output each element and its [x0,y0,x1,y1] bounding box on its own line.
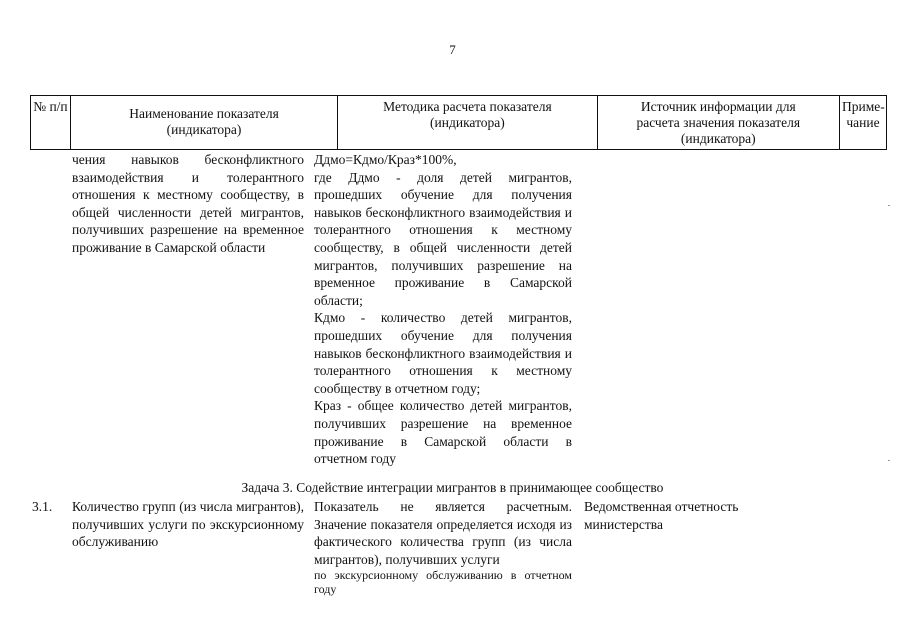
page-number: 7 [449,42,456,57]
row-cont-name: чения навыков бесконфликтного взаимодействия и толерантного отношения к местному сообществу, в общей численности детей мигрантов, получивших разрешение на временное проживание в Самарской области [72,152,304,255]
header-indicator-name: Наименование показателя (индикатора) [71,96,338,149]
table-header [30,95,887,150]
header-number: № п/п [31,96,71,149]
margin-mark [888,205,890,206]
method-text: Показатель не является расчетным. Значение показателя определяется исходя из фактического количества групп (из числа мигрантов), получивших услуги [314,499,572,567]
row-31-number: 3.1. [32,499,53,514]
method-text-small: по экскурсионному обслуживанию в отчетном году [314,568,572,597]
row-31-source: Ведомственная отчетность министерства [584,499,739,532]
method-definition-total: Краз - общее количество детей мигрантов, получивших разрешение на временное проживание в Самарской области в отчетном году [314,398,572,467]
row-31-name: Количество групп (из числа мигрантов), получивших услуги по экскурсионному обслуживанию [72,499,304,550]
margin-mark [888,460,890,461]
method-definition-count: Кдмо - количество детей мигрантов, прошедших обучение для получения навыков бесконфликтного взаимодействия и толерантного отношения к местному сообществу в отчетном году; [314,310,572,396]
header-note: Приме-чание [842,99,885,130]
header-source: Источник информации для расчета значения показателя (индикатора) [598,96,840,149]
row-cont-method [314,151,572,468]
method-definition-share: где Ддмо - доля детей мигрантов, прошедших обучение для получения навыков бесконфликтного взаимодействия и толерантного отношения к местному сообществу, в общей численности детей мигрантов, получивших разрешение на временное проживание в Самарской области; [314,169,572,308]
header-method: Методика расчета показателя (индикатора) [338,96,597,149]
row-31-method [314,498,572,596]
task-heading: Задача 3. Содействие интеграции мигрантов в принимающее сообщество [241,480,664,495]
formula: Ддмо=Кдмо/Краз*100%, [314,152,457,167]
